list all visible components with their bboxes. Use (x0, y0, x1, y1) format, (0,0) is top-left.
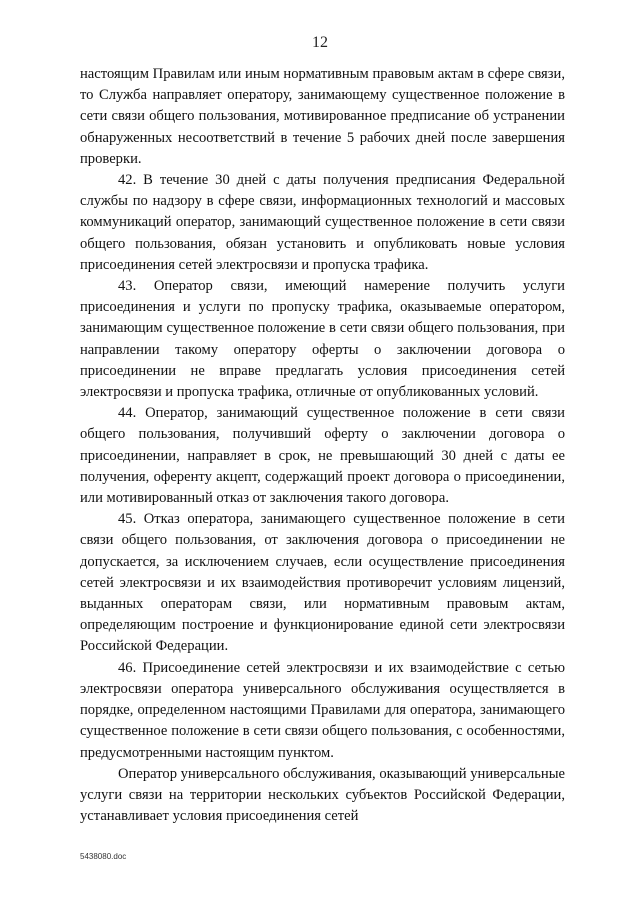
document-body (80, 64, 565, 827)
paragraph-45: 45. Отказ оператора, занимающего существенное положение в сети связи общего пользования, от заключения договора о присоединении не допускается, за исключением случаев, если осуществление присоединения сетей электросвязи и их взаимодействия противоречит условиям лицензий, выданных операторам связи, или нормативным правовым актам, определяющим построение и функционирование единой сети электросвязи Российской Федерации. (80, 511, 565, 655)
paragraph-continuation: настоящим Правилам или иным нормативным правовым актам в сфере связи, то Служба направляет оператору, занимающему существенное положение в сети связи общего пользования, мотивированное предписание об устранении обнаруженных несоответствий в течение 5 рабочих дней после завершения проверки. (80, 66, 565, 167)
paragraph-42: 42. В течение 30 дней с даты получения предписания Федеральной службы по надзору в сфере связи, информационных технологий и массовых коммуникаций оператор, занимающий существенное положение в сети связи общего пользования, обязан установить и опубликовать новые условия присоединения сетей электросвязи и пропуска трафика. (80, 172, 565, 273)
paragraph-43: 43. Оператор связи, имеющий намерение получить услуги присоединения и услуги по пропуску трафика, оказываемые оператором, занимающим существенное положение в сети связи общего пользования, при направлении такому оператору оферты о заключении договора о присоединении не вправе предлагать условия присоединения сетей электросвязи и пропуска трафика, отличные от опубликованных условий. (80, 278, 565, 401)
document-file-label: 5438080.doc (80, 852, 127, 861)
page-number: 12 (312, 34, 328, 51)
paragraph-46: 46. Присоединение сетей электросвязи и их взаимодействие с сетью электросвязи оператора универсального обслуживания осуществляется в порядке, определенном настоящими Правилами для оператора, занимающего существенное положение в сети связи общего пользования, с особенностями, предусмотренными настоящим пунктом. (80, 659, 565, 761)
paragraph-46-continued: Оператор универсального обслуживания, оказывающий универсальные услуги связи на территории нескольких субъектов Российской Федерации, устанавливает условия присоединения сетей (80, 765, 565, 825)
paragraph-44: 44. Оператор, занимающий существенное положение в сети связи общего пользования, получивший оферту о заключении договора о присоединении, направляет в срок, не превышающий 30 дней с даты ее получения, оференту акцепт, содержащий проект договора о присоединении, или мотивированный отказ от заключения такого договора. (80, 405, 565, 507)
